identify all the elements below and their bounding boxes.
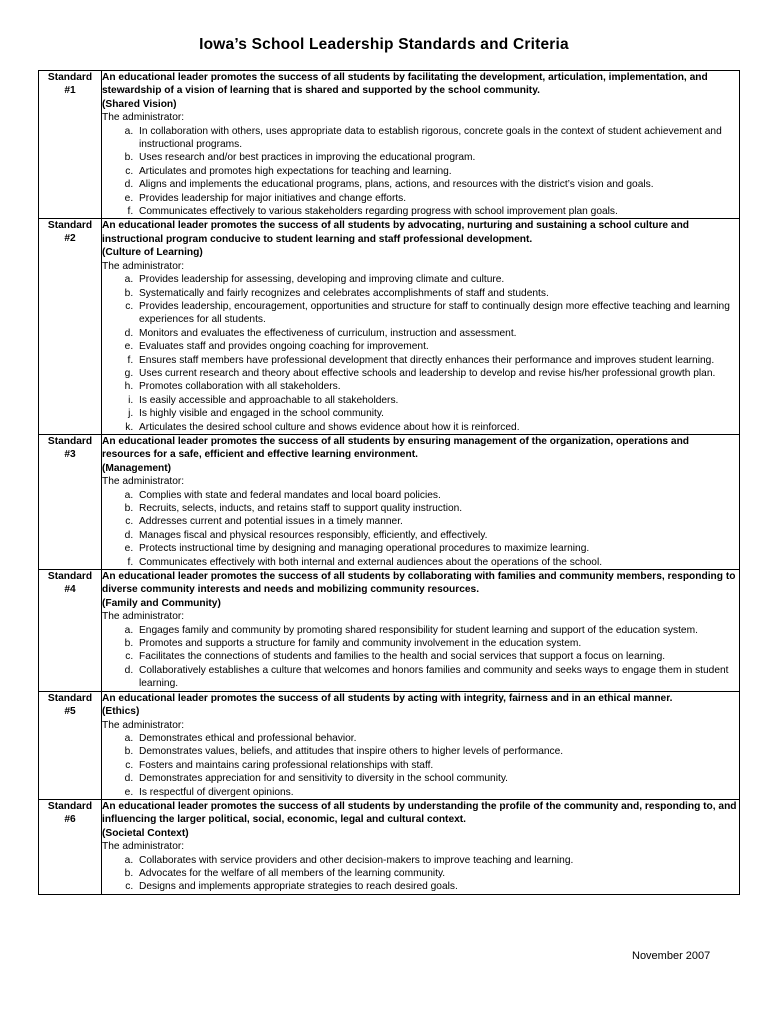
criteria-item: e. Is respectful of divergent opinions. (136, 786, 739, 799)
criteria-item: f. Ensures staff members have professional development that directly enhances their performance and improves student learning. (136, 354, 739, 367)
standard-area: (Shared Vision) (102, 98, 177, 110)
standard-row (39, 71, 740, 219)
criteria-item: e. Protects instructional time by designing and managing operational procedures to maximize learning. (136, 542, 739, 555)
standard-area: (Culture of Learning) (102, 247, 203, 259)
criteria-item: a. Provides leadership for assessing, developing and improving climate and culture. (136, 273, 739, 286)
standard-statement: An educational leader promotes the success of all students by facilitating the development, articulation, implementation, and stewardship of a vision of learning that is shared and supported by the school community. (102, 72, 708, 97)
criteria-item: d. Collaboratively establishes a culture that welcomes and honors families and community and seeks ways to engage them in student learning. (136, 664, 739, 691)
standard-lead: The administrator: (102, 112, 185, 124)
standard-label-cell (39, 799, 102, 894)
criteria-item: b. Demonstrates values, beliefs, and attitudes that inspire others to higher levels of performance. (136, 745, 739, 758)
standard-label-cell (39, 71, 102, 219)
standard-content-cell (102, 691, 740, 799)
criteria-item: a. Collaborates with service providers and other decision-makers to improve teaching and learning. (136, 854, 739, 867)
standard-row (39, 691, 740, 799)
criteria-item: a. Demonstrates ethical and professional behavior. (136, 732, 739, 745)
standard-statement: An educational leader promotes the success of all students by ensuring management of the organization, operations and resources for a safe, efficient and effective learning environment. (102, 435, 690, 461)
standard-number: #6 (64, 813, 76, 825)
standards-table (38, 70, 740, 895)
standard-row (39, 799, 740, 894)
criteria-item: j. Is highly visible and engaged in the school community. (136, 407, 739, 420)
standard-content-cell (102, 71, 740, 219)
standard-statement: An educational leader promotes the success of all students by advocating, nurturing and sustaining a school culture and instructional program conducive to student learning and staff professional development. (102, 220, 690, 245)
criteria-item: h. Promotes collaboration with all stakeholders. (136, 380, 739, 393)
standard-number: #1 (64, 85, 76, 96)
criteria-list (102, 624, 739, 691)
criteria-item: e. Evaluates staff and provides ongoing coaching for improvement. (136, 340, 739, 353)
standard-label: Standard (47, 435, 93, 447)
standard-label-cell (39, 691, 102, 799)
standard-lead: The administrator: (102, 719, 185, 731)
footer-date: November 2007 (632, 950, 711, 962)
criteria-item: d. Manages fiscal and physical resources responsibly, efficiently, and effectively. (136, 529, 739, 542)
standard-number: #3 (64, 448, 76, 460)
standard-label: Standard (47, 800, 93, 812)
standard-content-cell (102, 570, 740, 692)
criteria-list (102, 732, 739, 799)
standard-lead: The administrator: (102, 841, 185, 853)
criteria-item: d. Demonstrates appreciation for and sensitivity to diversity in the school community. (136, 772, 739, 785)
criteria-item: a. Engages family and community by promoting shared responsibility for student learning and support of the education system. (136, 624, 739, 637)
criteria-item: d. Aligns and implements the educational programs, plans, actions, and resources with the district’s vision and goals. (136, 178, 739, 191)
criteria-item: c. Facilitates the connections of students and families to the health and social services that support a focus on learning. (136, 650, 739, 663)
criteria-list (102, 273, 739, 434)
standard-area: (Family and Community) (102, 597, 221, 609)
criteria-item: e. Provides leadership for major initiatives and change efforts. (136, 192, 739, 205)
standard-area: (Ethics) (102, 706, 140, 718)
criteria-item: a. Complies with state and federal mandates and local board policies. (136, 489, 739, 502)
criteria-item: c. Provides leadership, encouragement, opportunities and structure for staff to continually design more effective teaching and learning experiences for all students. (136, 300, 739, 327)
page-title: Iowa’s School Leadership Standards and Criteria (199, 36, 569, 53)
criteria-item: a. In collaboration with others, uses appropriate data to establish rigorous, concrete goals in the context of student achievement and instructional programs. (136, 125, 739, 152)
criteria-item: c. Articulates and promotes high expectations for teaching and learning. (136, 165, 739, 178)
standard-row (39, 219, 740, 435)
criteria-item: d. Monitors and evaluates the effectiveness of curriculum, instruction and assessment. (136, 327, 739, 340)
standard-number: #2 (64, 233, 76, 245)
criteria-list (102, 125, 739, 219)
standard-statement: An educational leader promotes the success of all students by understanding the profile of the community and, responding to, and influencing the larger political, social, economic, legal and cultural context. (102, 800, 737, 826)
standard-lead: The administrator: (102, 611, 185, 623)
criteria-item: f. Communicates effectively with both internal and external audiences about the operations of the school. (136, 556, 739, 569)
criteria-item: b. Uses research and/or best practices in improving the educational program. (136, 151, 739, 164)
standard-label: Standard (47, 72, 93, 83)
standard-lead: The administrator: (102, 260, 185, 272)
criteria-item: b. Recruits, selects, inducts, and retains staff to support quality instruction. (136, 502, 739, 515)
standard-number: #5 (64, 705, 76, 717)
criteria-item: c. Designs and implements appropriate strategies to reach desired goals. (136, 880, 739, 893)
criteria-item: g. Uses current research and theory about effective schools and leadership to develop and revise his/her professional growth plan. (136, 367, 739, 380)
standard-row (39, 434, 740, 569)
standard-lead: The administrator: (102, 476, 185, 488)
standard-row (39, 570, 740, 692)
criteria-item: b. Systematically and fairly recognizes and celebrates accomplishments of staff and students. (136, 287, 739, 300)
standard-label: Standard (47, 692, 93, 704)
criteria-list (102, 854, 739, 894)
criteria-item: b. Advocates for the welfare of all members of the learning community. (136, 867, 739, 880)
criteria-item: k. Articulates the desired school culture and shows evidence about how it is reinforced. (136, 421, 739, 434)
standard-number: #4 (64, 584, 76, 596)
standard-label-cell (39, 570, 102, 692)
criteria-list (102, 489, 739, 569)
standard-statement: An educational leader promotes the success of all students by collaborating with families and community members, responding to diverse community interests and needs and mobilizing community resources. (102, 571, 736, 596)
standard-content-cell (102, 219, 740, 435)
standard-label-cell (39, 434, 102, 569)
criteria-item: c. Fosters and maintains caring professional relationships with staff. (136, 759, 739, 772)
standard-content-cell (102, 434, 740, 569)
standard-label-cell (39, 219, 102, 435)
standards-table-body (39, 71, 740, 895)
standard-label: Standard (47, 571, 93, 583)
standard-content-cell (102, 799, 740, 894)
standard-statement: An educational leader promotes the success of all students by acting with integrity, fairness and in an ethical manner. (102, 692, 673, 704)
criteria-item: i. Is easily accessible and approachable to all stakeholders. (136, 394, 739, 407)
standard-label: Standard (47, 220, 93, 232)
criteria-item: b. Promotes and supports a structure for family and community involvement in the education system. (136, 637, 739, 650)
standard-area: (Societal Context) (102, 827, 189, 839)
standard-area: (Management) (102, 462, 172, 474)
criteria-item: f. Communicates effectively to various stakeholders regarding progress with school improvement plan goals. (136, 205, 739, 218)
criteria-item: c. Addresses current and potential issues in a timely manner. (136, 515, 739, 528)
